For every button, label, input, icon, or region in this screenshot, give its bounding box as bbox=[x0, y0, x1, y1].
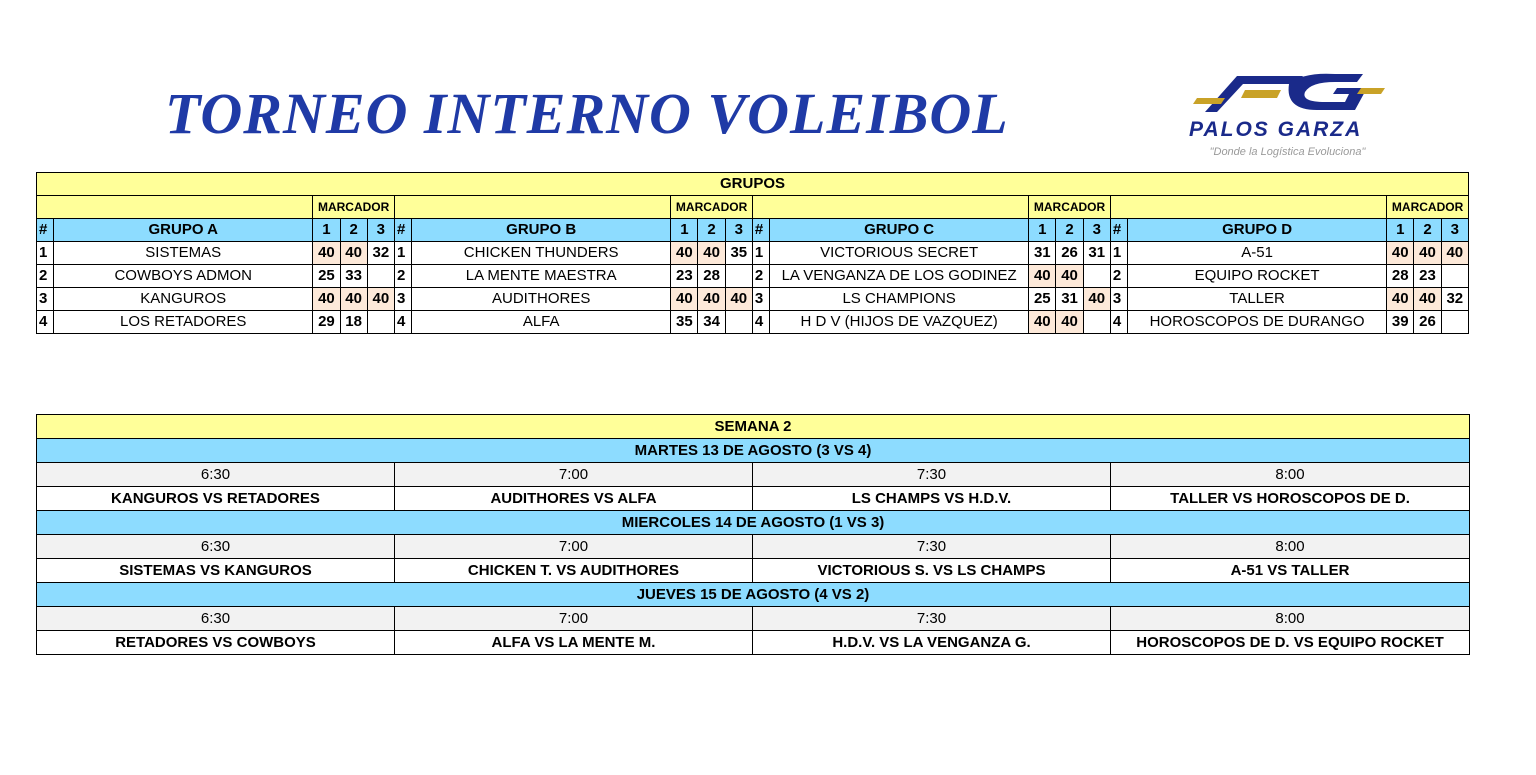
marcador-spacer bbox=[752, 196, 1028, 219]
set-score bbox=[1083, 311, 1110, 334]
team-name: CHICKEN THUNDERS bbox=[412, 242, 671, 265]
match-pairing: VICTORIOUS S. VS LS CHAMPS bbox=[753, 559, 1111, 583]
set-header: 1 bbox=[313, 219, 340, 242]
match-pairing: ALFA VS LA MENTE M. bbox=[395, 631, 753, 655]
group-name: GRUPO C bbox=[770, 219, 1029, 242]
company-logo bbox=[1185, 68, 1390, 164]
marcador-label: MARCADOR bbox=[1387, 196, 1469, 219]
set-score bbox=[1083, 265, 1110, 288]
set-header: 1 bbox=[1387, 219, 1414, 242]
team-position: 4 bbox=[1110, 311, 1127, 334]
set-header: 1 bbox=[671, 219, 698, 242]
team-position: 4 bbox=[37, 311, 54, 334]
set-header: 3 bbox=[1441, 219, 1468, 242]
set-header: 1 bbox=[1029, 219, 1056, 242]
set-score: 40 bbox=[367, 288, 394, 311]
set-score: 40 bbox=[1387, 288, 1414, 311]
team-position: 3 bbox=[394, 288, 411, 311]
day-header: MIERCOLES 14 DE AGOSTO (1 VS 3) bbox=[37, 511, 1470, 535]
match-pairing: AUDITHORES VS ALFA bbox=[395, 487, 753, 511]
team-position: 1 bbox=[37, 242, 54, 265]
set-score bbox=[367, 265, 394, 288]
set-header: 2 bbox=[698, 219, 725, 242]
team-position: 3 bbox=[1110, 288, 1127, 311]
team-name: LOS RETADORES bbox=[54, 311, 313, 334]
hash-header: # bbox=[394, 219, 411, 242]
team-position: 3 bbox=[752, 288, 769, 311]
match-pairing: CHICKEN T. VS AUDITHORES bbox=[395, 559, 753, 583]
team-position: 4 bbox=[394, 311, 411, 334]
set-score: 40 bbox=[671, 288, 698, 311]
set-score: 40 bbox=[1414, 288, 1441, 311]
table-row bbox=[37, 288, 1469, 311]
set-header: 2 bbox=[1414, 219, 1441, 242]
match-time: 8:00 bbox=[1111, 607, 1470, 631]
set-score: 40 bbox=[1414, 242, 1441, 265]
match-pairing: KANGUROS VS RETADORES bbox=[37, 487, 395, 511]
set-header: 2 bbox=[340, 219, 367, 242]
set-score: 23 bbox=[1414, 265, 1441, 288]
team-name: SISTEMAS bbox=[54, 242, 313, 265]
set-score: 34 bbox=[698, 311, 725, 334]
set-score: 32 bbox=[367, 242, 394, 265]
set-score: 31 bbox=[1029, 242, 1056, 265]
day-header: JUEVES 15 DE AGOSTO (4 VS 2) bbox=[37, 583, 1470, 607]
match-time: 6:30 bbox=[37, 463, 395, 487]
pg-monogram-icon bbox=[1185, 68, 1390, 120]
match-time: 7:30 bbox=[753, 535, 1111, 559]
set-score: 40 bbox=[340, 242, 367, 265]
set-header: 3 bbox=[725, 219, 752, 242]
set-score: 31 bbox=[1083, 242, 1110, 265]
group-name: GRUPO D bbox=[1128, 219, 1387, 242]
match-time: 7:30 bbox=[753, 607, 1111, 631]
set-score: 40 bbox=[313, 288, 340, 311]
set-header: 3 bbox=[1083, 219, 1110, 242]
set-score: 28 bbox=[1387, 265, 1414, 288]
team-name: AUDITHORES bbox=[412, 288, 671, 311]
match-pairing: LS CHAMPS VS H.D.V. bbox=[753, 487, 1111, 511]
set-score: 40 bbox=[313, 242, 340, 265]
set-score bbox=[725, 311, 752, 334]
match-pairing: RETADORES VS COWBOYS bbox=[37, 631, 395, 655]
hash-header: # bbox=[752, 219, 769, 242]
group-name: GRUPO A bbox=[54, 219, 313, 242]
set-score: 40 bbox=[1441, 242, 1468, 265]
marcador-label: MARCADOR bbox=[313, 196, 395, 219]
match-time: 8:00 bbox=[1111, 463, 1470, 487]
team-position: 1 bbox=[752, 242, 769, 265]
set-score: 40 bbox=[698, 288, 725, 311]
set-score: 40 bbox=[671, 242, 698, 265]
team-name: LA VENGANZA DE LOS GODINEZ bbox=[770, 265, 1029, 288]
team-name: COWBOYS ADMON bbox=[54, 265, 313, 288]
team-position: 1 bbox=[394, 242, 411, 265]
marcador-label: MARCADOR bbox=[671, 196, 753, 219]
table-row bbox=[37, 265, 1469, 288]
set-score bbox=[367, 311, 394, 334]
team-name: ALFA bbox=[412, 311, 671, 334]
team-position: 2 bbox=[1110, 265, 1127, 288]
set-score: 35 bbox=[725, 242, 752, 265]
set-header: 2 bbox=[1056, 219, 1083, 242]
set-score: 31 bbox=[1056, 288, 1083, 311]
set-score: 26 bbox=[1414, 311, 1441, 334]
set-score: 29 bbox=[313, 311, 340, 334]
team-name: KANGUROS bbox=[54, 288, 313, 311]
set-score: 40 bbox=[340, 288, 367, 311]
set-score: 18 bbox=[340, 311, 367, 334]
logo-wordmark: PALOS GARZA bbox=[1189, 118, 1363, 141]
marcador-label: MARCADOR bbox=[1029, 196, 1111, 219]
set-score: 40 bbox=[1387, 242, 1414, 265]
set-score: 28 bbox=[698, 265, 725, 288]
team-name: LA MENTE MAESTRA bbox=[412, 265, 671, 288]
team-name: EQUIPO ROCKET bbox=[1128, 265, 1387, 288]
week-title: SEMANA 2 bbox=[37, 415, 1470, 439]
set-score: 23 bbox=[671, 265, 698, 288]
set-score: 33 bbox=[340, 265, 367, 288]
set-score: 32 bbox=[1441, 288, 1468, 311]
marcador-spacer bbox=[1110, 196, 1386, 219]
match-pairing: TALLER VS HOROSCOPOS DE D. bbox=[1111, 487, 1470, 511]
match-time: 8:00 bbox=[1111, 535, 1470, 559]
match-time: 7:00 bbox=[395, 607, 753, 631]
logo-tagline: "Donde la Logística Evoluciona" bbox=[1209, 146, 1366, 158]
team-position: 2 bbox=[37, 265, 54, 288]
schedule-table bbox=[36, 414, 1470, 655]
team-position: 3 bbox=[37, 288, 54, 311]
day-header: MARTES 13 DE AGOSTO (3 VS 4) bbox=[37, 439, 1470, 463]
match-time: 7:30 bbox=[753, 463, 1111, 487]
set-score: 40 bbox=[1029, 265, 1056, 288]
team-name: HOROSCOPOS DE DURANGO bbox=[1128, 311, 1387, 334]
match-time: 7:00 bbox=[395, 535, 753, 559]
marcador-spacer bbox=[394, 196, 670, 219]
team-name: VICTORIOUS SECRET bbox=[770, 242, 1029, 265]
group-name: GRUPO B bbox=[412, 219, 671, 242]
set-score: 40 bbox=[1083, 288, 1110, 311]
marcador-spacer bbox=[37, 196, 313, 219]
match-time: 6:30 bbox=[37, 607, 395, 631]
hash-header: # bbox=[37, 219, 54, 242]
table-row bbox=[37, 242, 1469, 265]
set-score: 40 bbox=[1056, 265, 1083, 288]
team-position: 2 bbox=[752, 265, 769, 288]
team-position: 1 bbox=[1110, 242, 1127, 265]
set-score: 25 bbox=[1029, 288, 1056, 311]
set-score: 35 bbox=[671, 311, 698, 334]
groups-table bbox=[36, 172, 1469, 334]
groups-title: GRUPOS bbox=[37, 173, 1469, 196]
match-pairing: HOROSCOPOS DE D. VS EQUIPO ROCKET bbox=[1111, 631, 1470, 655]
team-name: H D V (HIJOS DE VAZQUEZ) bbox=[770, 311, 1029, 334]
set-score: 26 bbox=[1056, 242, 1083, 265]
set-score: 40 bbox=[1056, 311, 1083, 334]
team-name: TALLER bbox=[1128, 288, 1387, 311]
team-position: 2 bbox=[394, 265, 411, 288]
set-score: 40 bbox=[725, 288, 752, 311]
match-time: 6:30 bbox=[37, 535, 395, 559]
hash-header: # bbox=[1110, 219, 1127, 242]
match-pairing: A-51 VS TALLER bbox=[1111, 559, 1470, 583]
set-score: 39 bbox=[1387, 311, 1414, 334]
team-name: LS CHAMPIONS bbox=[770, 288, 1029, 311]
match-time: 7:00 bbox=[395, 463, 753, 487]
team-position: 4 bbox=[752, 311, 769, 334]
match-pairing: H.D.V. VS LA VENGANZA G. bbox=[753, 631, 1111, 655]
match-pairing: SISTEMAS VS KANGUROS bbox=[37, 559, 395, 583]
set-score bbox=[725, 265, 752, 288]
team-name: A-51 bbox=[1128, 242, 1387, 265]
set-score bbox=[1441, 265, 1468, 288]
set-score: 40 bbox=[1029, 311, 1056, 334]
table-row bbox=[37, 311, 1469, 334]
set-score: 40 bbox=[698, 242, 725, 265]
set-score bbox=[1441, 311, 1468, 334]
set-score: 25 bbox=[313, 265, 340, 288]
set-header: 3 bbox=[367, 219, 394, 242]
page-title: TORNEO INTERNO VOLEIBOL bbox=[165, 81, 1009, 146]
